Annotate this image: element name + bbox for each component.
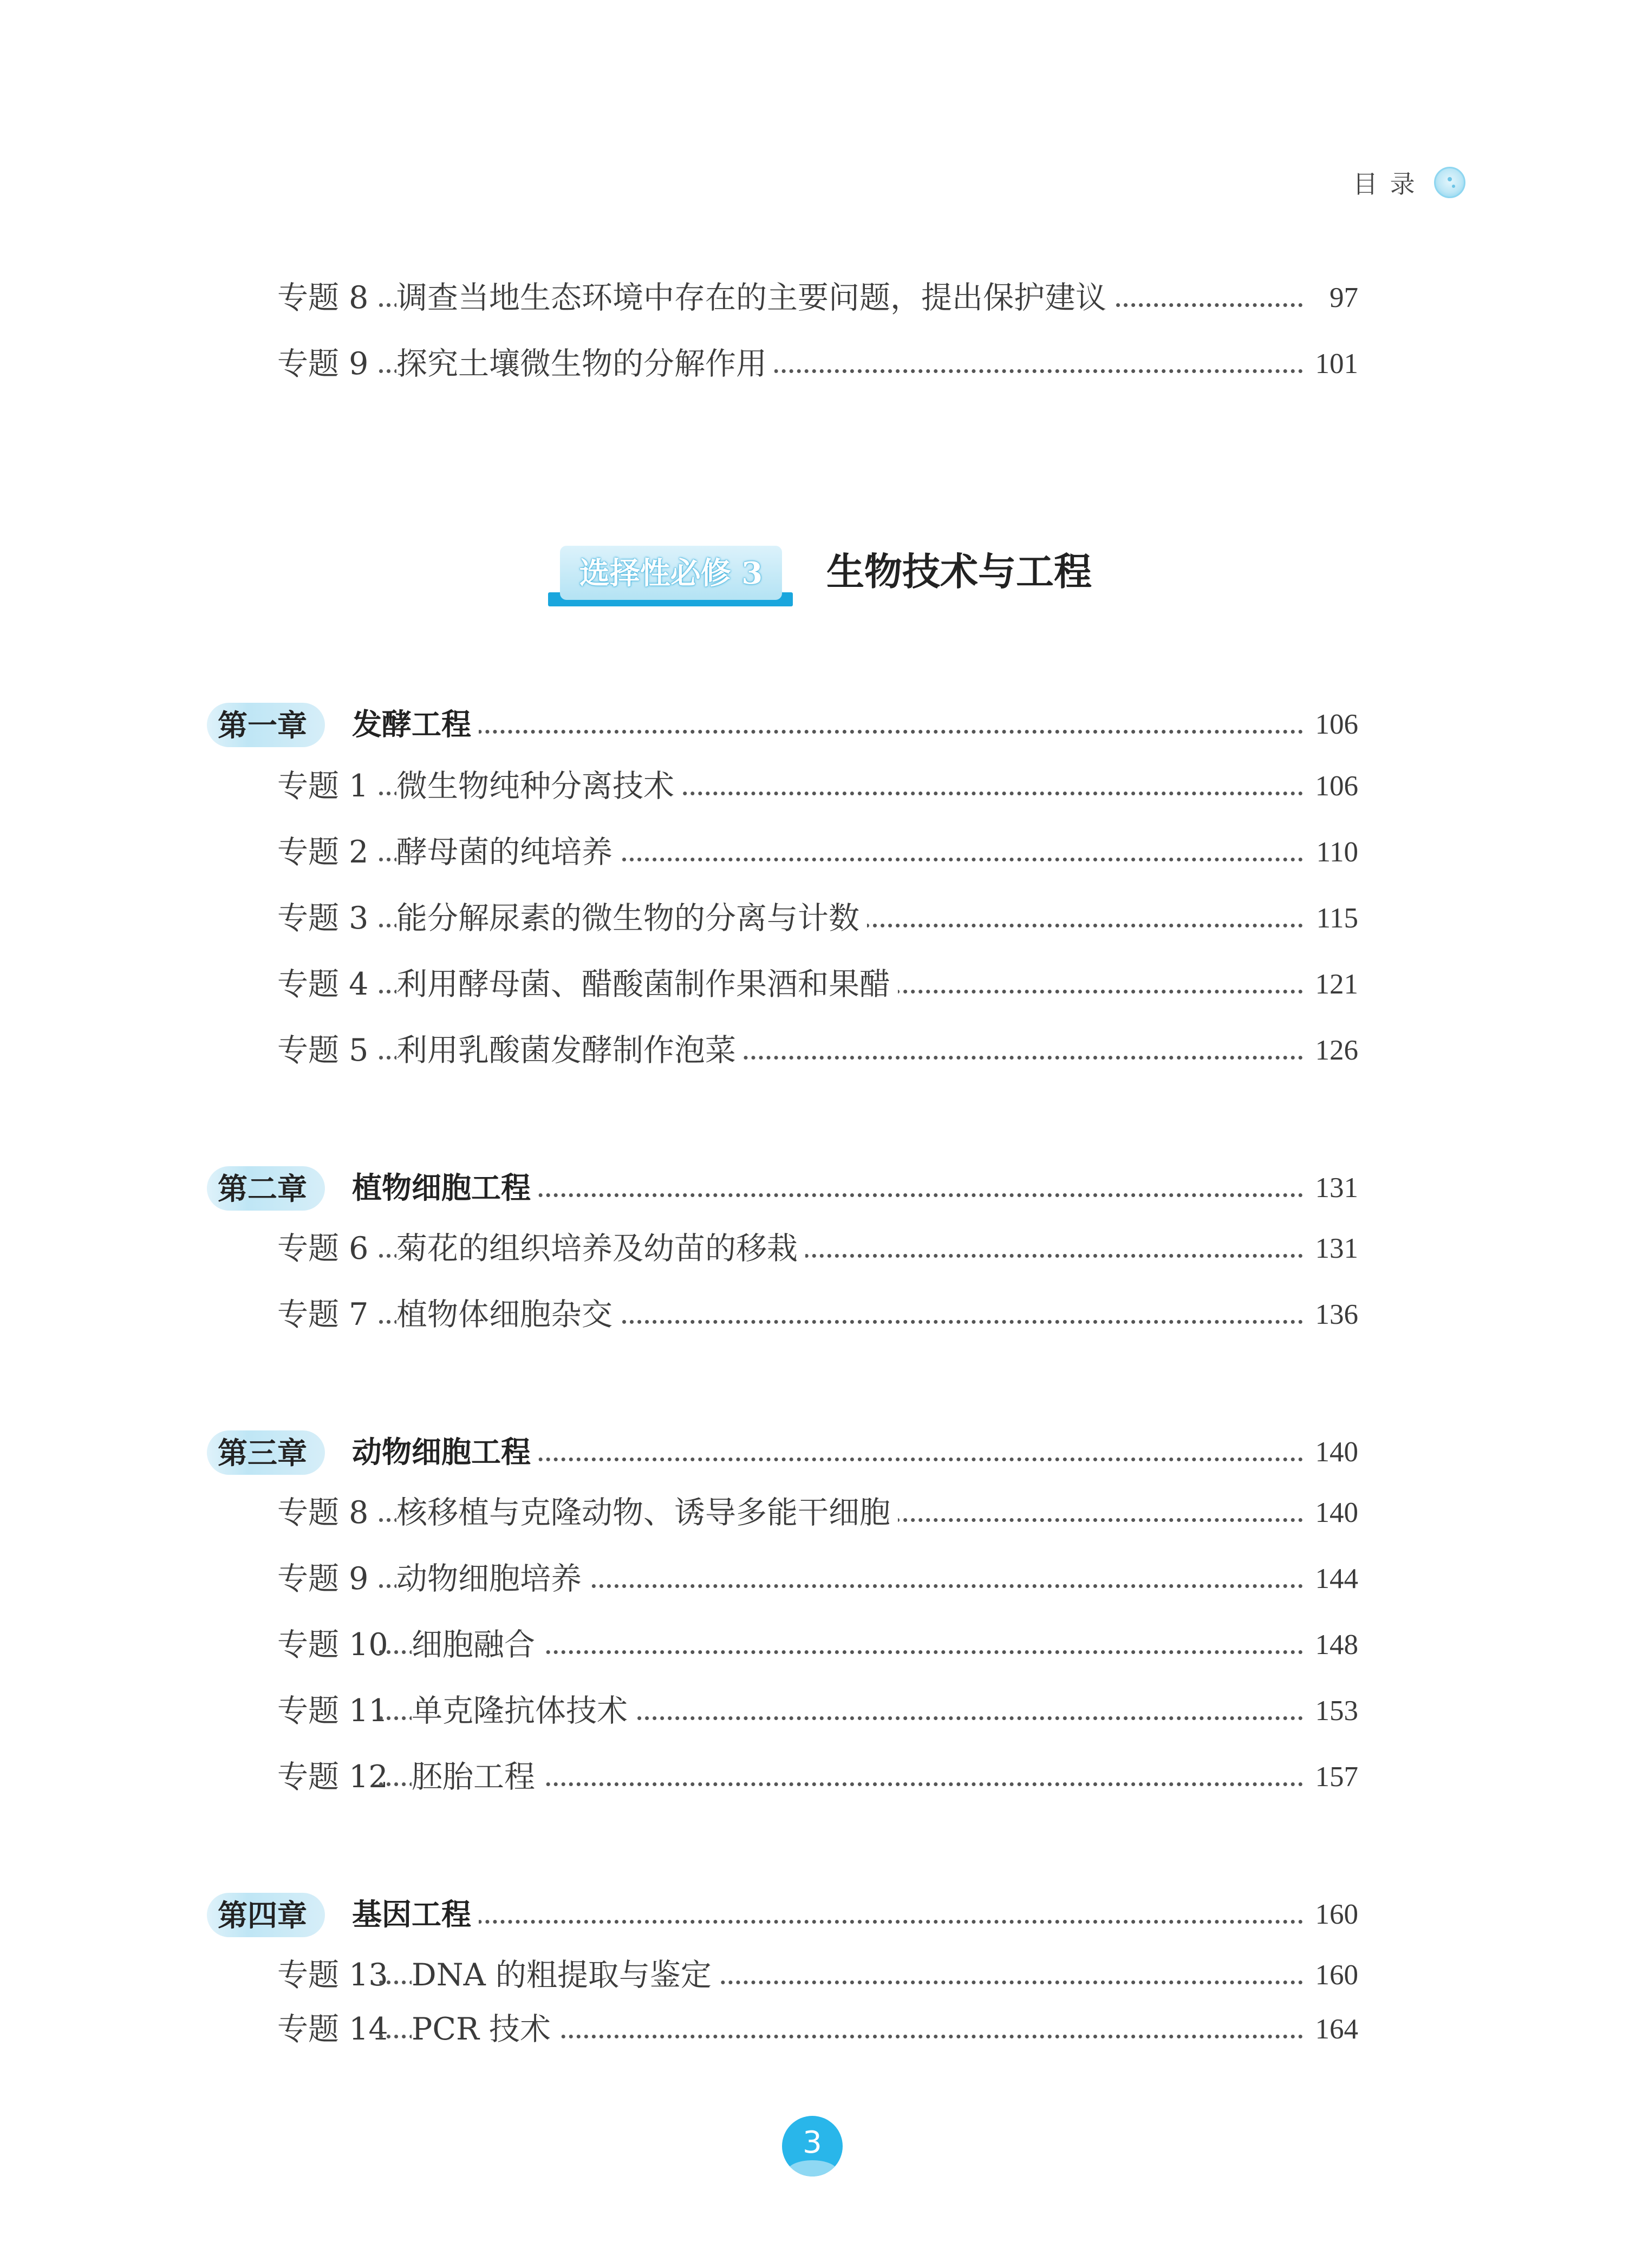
chapter-entry[interactable] [0, 1430, 1629, 1474]
toc-entry[interactable] [0, 2008, 1629, 2051]
chapter-label: 第一章 [207, 701, 325, 747]
topic-title: 植物体细胞杂交 [396, 1293, 620, 1336]
page-number: 140 [1305, 1430, 1358, 1474]
topic-label: 专题 6 [277, 1231, 369, 1266]
page-number: 126 [1305, 1029, 1358, 1072]
page-number: 157 [1305, 1755, 1358, 1799]
page-number: 106 [1305, 703, 1358, 746]
topic-title: DNA 的粗提取与鉴定 [412, 1953, 719, 1997]
toc-entry[interactable] [0, 1953, 1629, 1997]
topic-label: 专题 4 [277, 966, 369, 1002]
toc-entry[interactable] [0, 963, 1629, 1006]
toc-entry[interactable] [0, 897, 1629, 940]
chapter-title: 动物细胞工程 [352, 1430, 538, 1474]
topic-label: 专题 12 [277, 1759, 388, 1795]
topic-title: 利用乳酸菌发酵制作泡菜 [396, 1029, 744, 1072]
header-label: 目 录 [1353, 169, 1417, 199]
page-number: 160 [1305, 1953, 1358, 1997]
topic-title: 菊花的组织培养及幼苗的移栽 [396, 1227, 805, 1270]
topic-title: 酵母菌的纯培养 [396, 831, 620, 874]
footer-page-badge [782, 2116, 843, 2177]
chapter-title: 植物细胞工程 [352, 1166, 538, 1210]
toc-entry[interactable] [0, 831, 1629, 874]
toc-entry[interactable] [0, 1293, 1629, 1336]
section-badge [548, 546, 793, 609]
topic-title: 核移植与克隆动物、诱导多能干细胞 [396, 1491, 898, 1534]
topic-label: 专题 5 [277, 1032, 369, 1068]
page-number: 115 [1305, 897, 1358, 940]
topic-title: PCR 技术 [412, 2008, 558, 2051]
toc-entry[interactable] [0, 1689, 1629, 1733]
topic-title: 单克隆抗体技术 [412, 1689, 635, 1733]
chapter-label: 第二章 [207, 1164, 325, 1211]
topic-label: 专题 9 [277, 346, 369, 382]
toc-entry[interactable] [0, 1755, 1629, 1799]
dot-leader [379, 730, 1311, 734]
topic-label: 专题 14 [277, 2011, 388, 2047]
page-number: 160 [1305, 1893, 1358, 1936]
chapter-entry[interactable] [0, 703, 1629, 746]
page-number: 97 [1305, 276, 1358, 319]
toc-entry[interactable] [0, 764, 1629, 808]
topic-label: 专题 8 [277, 280, 369, 316]
topic-title: 动物细胞培养 [396, 1557, 589, 1600]
topic-label: 专题 3 [277, 900, 369, 936]
topic-title: 利用酵母菌、醋酸菌制作果酒和果醋 [396, 963, 898, 1006]
topic-label: 专题 1 [277, 768, 369, 804]
chapter-label: 第四章 [207, 1891, 325, 1937]
chapter-title: 基因工程 [352, 1893, 479, 1936]
topic-label: 专题 13 [277, 1957, 388, 1993]
toc-entry[interactable] [0, 1227, 1629, 1270]
toc-entry[interactable] [0, 342, 1629, 385]
topic-title: 细胞融合 [412, 1623, 543, 1666]
topic-title: 能分解尿素的微生物的分离与计数 [396, 897, 867, 940]
topic-title: 微生物纯种分离技术 [396, 764, 682, 808]
topic-title: 探究土壤微生物的分解作用 [396, 342, 774, 385]
page-number: 131 [1305, 1227, 1358, 1270]
page-number: 140 [1305, 1491, 1358, 1534]
topic-label: 专题 8 [277, 1495, 369, 1531]
topic-label: 专题 2 [277, 834, 369, 870]
topic-label: 专题 9 [277, 1561, 369, 1597]
page-number: 101 [1305, 342, 1358, 385]
toc-entry[interactable] [0, 1491, 1629, 1534]
topic-title: 胚胎工程 [412, 1755, 543, 1799]
chapter-entry[interactable] [0, 1166, 1629, 1210]
chapter-title: 发酵工程 [352, 703, 479, 746]
section-title: 生物技术与工程 [826, 549, 1092, 594]
topic-title: 调查当地生态环境中存在的主要问题，提出保护建议 [396, 276, 1114, 319]
page-number: 144 [1305, 1557, 1358, 1600]
topic-label: 专题 11 [277, 1693, 388, 1729]
page-number: 164 [1305, 2008, 1358, 2051]
page-number: 136 [1305, 1293, 1358, 1336]
dot-leader [379, 1920, 1311, 1924]
section-badge-label: 选择性必修 3 [579, 555, 763, 591]
page-number: 106 [1305, 764, 1358, 808]
toc-entry[interactable] [0, 1557, 1629, 1600]
toc-entry[interactable] [0, 1623, 1629, 1666]
header-bubble-icon [1434, 167, 1465, 198]
topic-label: 专题 7 [277, 1297, 369, 1332]
topic-label: 专题 10 [277, 1627, 388, 1663]
page-number: 153 [1305, 1689, 1358, 1733]
toc-entry[interactable] [0, 1029, 1629, 1072]
page-number: 110 [1305, 831, 1358, 874]
page-number: 148 [1305, 1623, 1358, 1666]
page-number: 131 [1305, 1166, 1358, 1210]
footer-page-number: 3 [803, 2125, 822, 2160]
chapter-entry[interactable] [0, 1893, 1629, 1936]
page-number: 121 [1305, 963, 1358, 1006]
chapter-label: 第三章 [207, 1428, 325, 1475]
toc-entry[interactable] [0, 276, 1629, 319]
